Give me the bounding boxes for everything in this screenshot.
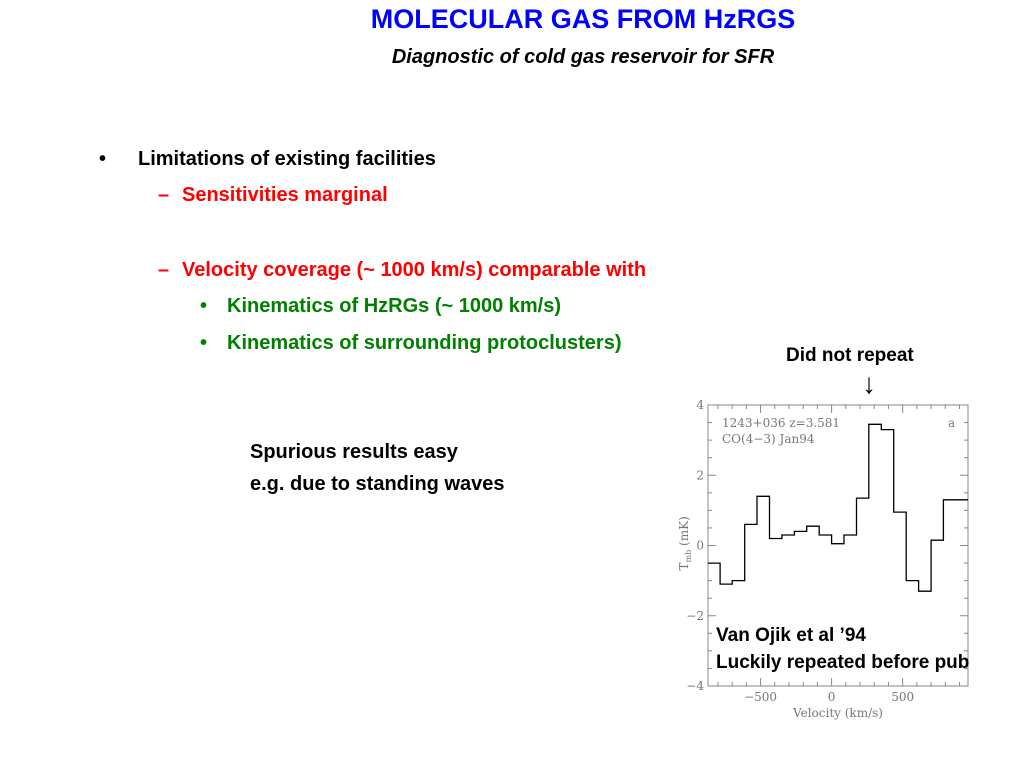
down-arrow-icon: ↓ [862,368,876,399]
subsub-kinematics-hzrgs: Kinematics of HzRGs (~ 1000 km/s) [227,295,562,317]
dash-marker: – [158,259,170,281]
x-axis-label: Velocity (km/s) [793,706,883,720]
y-tick-label: 4 [696,398,704,412]
bullet-marker: • [99,148,107,170]
y-axis-label-main: T [677,562,691,571]
bullet-marker: • [200,332,208,354]
y-tick-label: 2 [696,468,704,483]
chart-panel-label: a [948,416,956,430]
y-tick-label: −4 [686,679,704,693]
reference-line2: Luckily repeated before pub [716,652,970,673]
y-axis-label [677,516,693,570]
x-tick-label: 0 [827,690,836,704]
y-axis-label-unit: (mK) [677,516,691,550]
subbullet-velocity-coverage: Velocity coverage (~ 1000 km/s) comparable with [182,259,647,281]
did-not-repeat-label: Did not repeat [786,345,914,366]
spectrum-line [708,424,968,591]
y-tick-label: 0 [696,538,704,553]
bullet-marker: • [200,295,208,317]
subbullet-sensitivities: Sensitivities marginal [182,184,388,206]
reference-line1: Van Ojik et al ’94 [716,625,866,646]
subsub-kinematics-protoclusters: Kinematics of surrounding protoclusters) [227,332,622,354]
spectrum-chart [660,388,980,728]
slide-title: MOLECULAR GAS FROM HzRGS [370,4,796,34]
y-axis-label-subscript: mb [684,549,693,563]
spurious-note-line1: Spurious results easy [250,441,458,463]
chart-annotation-source: 1243+036 z=3.581 [722,416,841,430]
dash-marker: – [158,184,170,206]
bullet-limitations: Limitations of existing facilities [138,148,436,170]
slide-subtitle: Diagnostic of cold gas reservoir for SFR [391,46,775,68]
x-tick-label: −500 [744,690,778,704]
chart-annotation-line: CO(4−3) Jan94 [722,432,815,446]
y-tick-label: −2 [686,608,704,623]
spurious-note-line2: e.g. due to standing waves [250,473,505,495]
x-tick-label: 500 [891,690,915,704]
